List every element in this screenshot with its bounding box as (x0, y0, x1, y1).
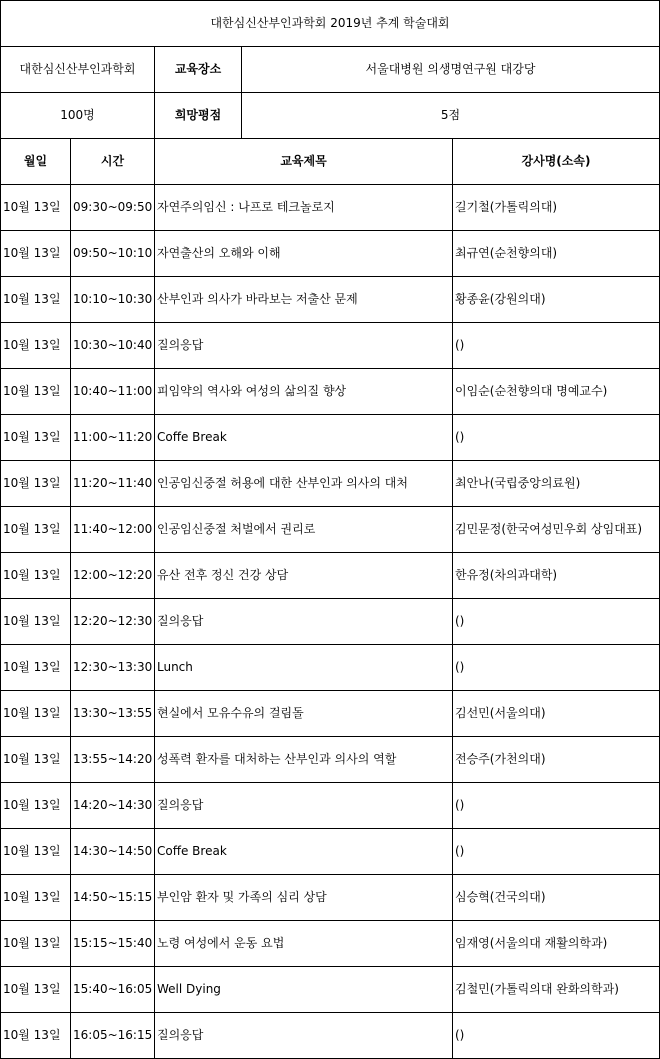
venue-label: 교육장소 (155, 47, 242, 93)
time-cell: 15:40~16:05 (71, 967, 155, 1013)
date-cell: 10월 13일 (1, 737, 71, 783)
time-cell: 10:40~11:00 (71, 369, 155, 415)
topic-cell: 질의응답 (155, 323, 453, 369)
topic-cell: 자연주의임신 : 나프로 테크놀로지 (155, 185, 453, 231)
topic-cell: 산부인과 의사가 바라보는 저출산 문제 (155, 277, 453, 323)
credit-label: 희망평점 (155, 93, 242, 139)
date-cell: 10월 13일 (1, 323, 71, 369)
topic-cell: Coffe Break (155, 415, 453, 461)
time-cell: 13:30~13:55 (71, 691, 155, 737)
time-cell: 12:20~12:30 (71, 599, 155, 645)
topic-cell: 피임약의 역사와 여성의 삶의질 향상 (155, 369, 453, 415)
column-header-row (1, 139, 660, 185)
date-cell: 10월 13일 (1, 599, 71, 645)
topic-cell: 질의응답 (155, 1013, 453, 1059)
speaker-cell: () (453, 829, 660, 875)
speaker-cell: 김철민(가톨릭의대 완화의학과) (453, 967, 660, 1013)
time-cell: 14:20~14:30 (71, 783, 155, 829)
date-cell: 10월 13일 (1, 415, 71, 461)
credit-row (1, 93, 660, 139)
date-cell: 10월 13일 (1, 921, 71, 967)
speaker-cell: 이임순(순천향의대 명예교수) (453, 369, 660, 415)
col-header-topic: 교육제목 (155, 139, 453, 185)
topic-cell: Coffe Break (155, 829, 453, 875)
date-cell: 10월 13일 (1, 829, 71, 875)
table-row (1, 599, 660, 645)
speaker-cell: 전승주(가천의대) (453, 737, 660, 783)
table-row (1, 691, 660, 737)
speaker-cell: () (453, 599, 660, 645)
speaker-cell: () (453, 1013, 660, 1059)
topic-cell: 유산 전후 정신 건강 상담 (155, 553, 453, 599)
organizer-cell: 대한심신산부인과학회 (1, 47, 155, 93)
date-cell: 10월 13일 (1, 645, 71, 691)
table-row (1, 277, 660, 323)
table-row (1, 231, 660, 277)
time-cell: 09:50~10:10 (71, 231, 155, 277)
table-row (1, 553, 660, 599)
date-cell: 10월 13일 (1, 277, 71, 323)
col-header-time: 시간 (71, 139, 155, 185)
time-cell: 14:30~14:50 (71, 829, 155, 875)
date-cell: 10월 13일 (1, 231, 71, 277)
speaker-cell: () (453, 783, 660, 829)
topic-cell: 노령 여성에서 운동 요법 (155, 921, 453, 967)
time-cell: 11:00~11:20 (71, 415, 155, 461)
table-row (1, 369, 660, 415)
table-row (1, 875, 660, 921)
date-cell: 10월 13일 (1, 185, 71, 231)
time-cell: 12:30~13:30 (71, 645, 155, 691)
date-cell: 10월 13일 (1, 967, 71, 1013)
credit-value: 5점 (242, 93, 660, 139)
time-cell: 09:30~09:50 (71, 185, 155, 231)
speaker-cell: 최안나(국립중앙의료원) (453, 461, 660, 507)
table-row (1, 783, 660, 829)
time-cell: 11:20~11:40 (71, 461, 155, 507)
topic-cell: 부인암 환자 및 가족의 심리 상담 (155, 875, 453, 921)
time-cell: 13:55~14:20 (71, 737, 155, 783)
time-cell: 10:10~10:30 (71, 277, 155, 323)
topic-cell: Well Dying (155, 967, 453, 1013)
capacity-cell: 100명 (1, 93, 155, 139)
topic-cell: 질의응답 (155, 783, 453, 829)
date-cell: 10월 13일 (1, 461, 71, 507)
speaker-cell: 심승혁(건국의대) (453, 875, 660, 921)
speaker-cell: 한유정(차의과대학) (453, 553, 660, 599)
col-header-speaker: 강사명(소속) (453, 139, 660, 185)
topic-cell: 현실에서 모유수유의 걸림돌 (155, 691, 453, 737)
time-cell: 15:15~15:40 (71, 921, 155, 967)
date-cell: 10월 13일 (1, 507, 71, 553)
table-row (1, 323, 660, 369)
speaker-cell: () (453, 323, 660, 369)
table-row (1, 1013, 660, 1059)
table-row (1, 737, 660, 783)
date-cell: 10월 13일 (1, 1013, 71, 1059)
venue-value: 서울대병원 의생명연구원 대강당 (242, 47, 660, 93)
table-row (1, 921, 660, 967)
time-cell: 12:00~12:20 (71, 553, 155, 599)
date-cell: 10월 13일 (1, 783, 71, 829)
table-row (1, 461, 660, 507)
date-cell: 10월 13일 (1, 875, 71, 921)
date-cell: 10월 13일 (1, 369, 71, 415)
table-row (1, 415, 660, 461)
table-row (1, 967, 660, 1013)
table-row (1, 829, 660, 875)
event-title: 대한심신산부인과학회 2019년 추계 학술대회 (1, 1, 660, 47)
col-header-date: 월일 (1, 139, 71, 185)
speaker-cell: 최규연(순천향의대) (453, 231, 660, 277)
speaker-cell: 길기철(가톨릭의대) (453, 185, 660, 231)
venue-row (1, 47, 660, 93)
table-row (1, 507, 660, 553)
topic-cell: 성폭력 환자를 대처하는 산부인과 의사의 역할 (155, 737, 453, 783)
topic-cell: 질의응답 (155, 599, 453, 645)
topic-cell: 인공임신중절 처벌에서 권리로 (155, 507, 453, 553)
speaker-cell: 김민문정(한국여성민우회 상임대표) (453, 507, 660, 553)
topic-cell: 인공임신중절 허용에 대한 산부인과 의사의 대처 (155, 461, 453, 507)
speaker-cell: 김선민(서울의대) (453, 691, 660, 737)
time-cell: 11:40~12:00 (71, 507, 155, 553)
table-row (1, 185, 660, 231)
speaker-cell: 임재영(서울의대 재활의학과) (453, 921, 660, 967)
date-cell: 10월 13일 (1, 691, 71, 737)
topic-cell: 자연출산의 오해와 이해 (155, 231, 453, 277)
time-cell: 16:05~16:15 (71, 1013, 155, 1059)
title-row (1, 1, 660, 47)
topic-cell: Lunch (155, 645, 453, 691)
time-cell: 10:30~10:40 (71, 323, 155, 369)
table-row (1, 645, 660, 691)
time-cell: 14:50~15:15 (71, 875, 155, 921)
speaker-cell: () (453, 645, 660, 691)
speaker-cell: () (453, 415, 660, 461)
speaker-cell: 황종윤(강원의대) (453, 277, 660, 323)
date-cell: 10월 13일 (1, 553, 71, 599)
